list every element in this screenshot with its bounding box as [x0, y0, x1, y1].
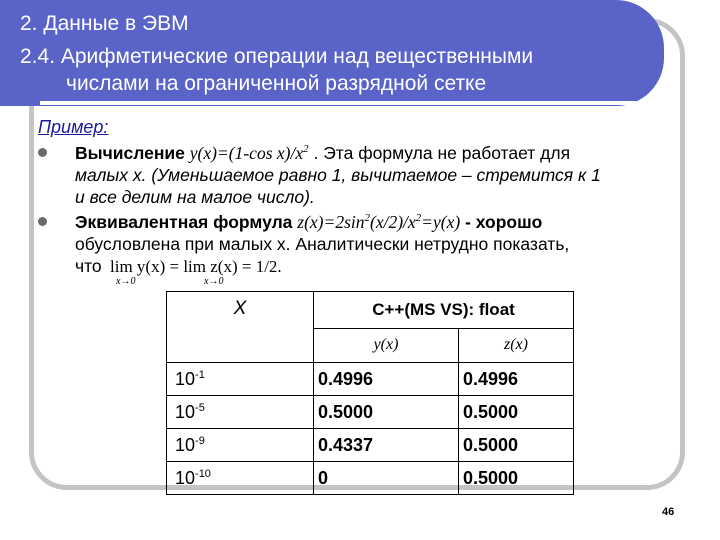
- cell-x: $10^{-10}$: [167, 462, 314, 495]
- slide-title-line2: 2.4. Арифметические операции над вещественными: [20, 45, 534, 68]
- limit-subscript-2: x→0: [204, 276, 224, 287]
- table-row: [167, 429, 574, 462]
- bullet-2-line1: [75, 211, 685, 233]
- formula-z: $z(x)=2\sin^2(x/2)/x^2=y(x)$: [297, 212, 461, 232]
- bullet-2-lead: Эквивалентная формула: [75, 212, 298, 232]
- results-table: [166, 291, 574, 495]
- cell-x: $10^{-1}$: [167, 363, 314, 396]
- bullet-2-line3: что: [75, 256, 102, 276]
- table-row: [167, 363, 574, 396]
- bullet-1-rest: . Эта формула не работает для: [308, 143, 571, 163]
- example-label: Пример:: [38, 117, 109, 137]
- cell-z: 0.5000: [459, 462, 574, 495]
- bullet-1-line3: и все делим на малое число).: [75, 187, 315, 207]
- bullet-1-lead: Вычисление: [75, 143, 190, 163]
- bullet-2-line2: обусловлена при малых x. Аналитически нетрудно показать,: [75, 234, 570, 254]
- table-row: [167, 462, 574, 495]
- bullet-1-line2: малых x. (Уменьшаемое равно 1, вычитаемое – стремится к 1: [75, 165, 601, 185]
- bullet-icon: [38, 217, 47, 226]
- cell-x: $10^{-5}$: [167, 396, 314, 429]
- table-header-row: [167, 292, 574, 329]
- cell-z: 0.5000: [459, 396, 574, 429]
- slide-title-line1: 2. Данные в ЭВМ: [20, 12, 189, 35]
- limit-formula: lim y(x) = lim z(x) = 1/2.: [110, 257, 282, 276]
- cell-y: 0: [314, 462, 459, 495]
- page-number: 46: [662, 506, 675, 518]
- cell-y: 0.4996: [314, 363, 459, 396]
- bullet-1-line1: [75, 142, 685, 164]
- bullet-2-rest: - хорошо: [460, 212, 543, 232]
- header-y: y(x): [314, 328, 459, 362]
- cell-y: 0.5000: [314, 396, 459, 429]
- title-underline: [40, 101, 636, 105]
- cell-z: 0.5000: [459, 429, 574, 462]
- header-x: X: [167, 292, 314, 363]
- cell-x: $10^{-9}$: [167, 429, 314, 462]
- bullet-icon: [38, 148, 47, 157]
- table-row: [167, 396, 574, 429]
- slide-title-line3: числами на ограниченной разрядной сетке: [66, 72, 487, 95]
- cell-y: 0.4337: [314, 429, 459, 462]
- formula-y: y(x)=(1-cos $x)/x^2$: [189, 143, 309, 163]
- cell-z: 0.4996: [459, 363, 574, 396]
- title-bar: [0, 0, 664, 106]
- limit-subscript-1: x→0: [116, 276, 136, 287]
- header-z: z(x): [459, 328, 574, 362]
- header-group: C++(MS VS): float: [314, 292, 574, 329]
